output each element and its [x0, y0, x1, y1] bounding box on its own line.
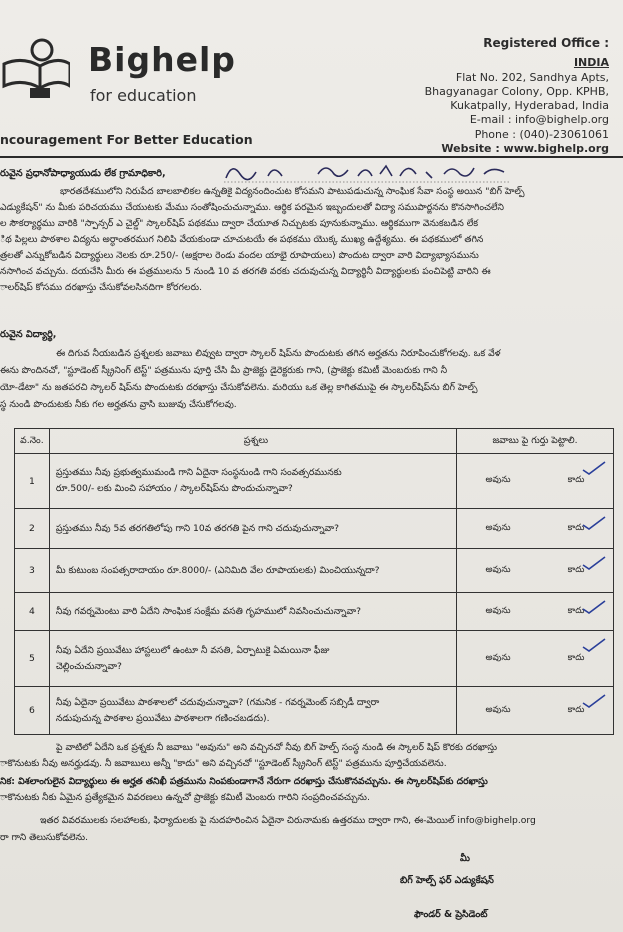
eligibility-table: [14, 428, 614, 735]
answer-yes[interactable]: అవును: [485, 605, 511, 616]
question-line: ప్రస్తుతము నీవు ప్రభుత్వముమండి గాని ఏదైనా సంస్థనుండి గాని సంవత్సరమునకు: [55, 467, 342, 478]
tagline: ncouragement For Better Education: [0, 132, 253, 147]
question-line: నీవు ఏదేని ప్రయివేటు హాస్టలులో ఉంటూ నీ వసతి, ఏర్పాటుకై ఏమయినా ఫీజు: [55, 644, 330, 656]
table-row: [15, 631, 614, 687]
row-answer[interactable]: [457, 687, 614, 735]
row-answer[interactable]: [457, 454, 614, 509]
table-header-row: [15, 429, 614, 454]
salutation-student: రువైన విద్యార్థి,: [0, 329, 57, 340]
row-question: [49, 687, 456, 735]
row-answer[interactable]: [457, 549, 614, 593]
footer-line: ాకొనుటకు నీవు అనర్హుడవు. నీ జవాబులు అన్నీ "కాదు" అని వచ్చినచో "స్టూడెంట్ స్క్రీనింగ్ టెస్ట్" పత్రమును పూర్తిచేయవలెను.: [0, 758, 447, 769]
tick-mark-icon: [581, 460, 607, 476]
para2-line: స్థ నుండి పొందుటకు నీకు గల అర్హతను వ్రాసి బుజువు చేసుకోగలవు.: [0, 399, 237, 410]
office-website: Website : www.bighelp.org: [441, 142, 609, 156]
answer-yes[interactable]: అవును: [485, 475, 511, 485]
para2-line: యో-డేటా" ను జతపరచి స్కాలర్ షిప్‌ను పొందుటకు దరఖాస్తు చేసుకోవలెను. మరియు ఒక తెల్ల కాగితముపై ఈ స్కాలర్‌షిప్‌ను బిగ్ హెల్ప్: [0, 382, 478, 393]
question-line: చెల్లించుచున్నావా?: [55, 660, 122, 672]
table-row: [15, 509, 614, 549]
answer-no[interactable]: కాదు: [567, 522, 585, 533]
tick-mark-icon: [581, 555, 607, 571]
para1-line: భారతదేశములోని నిరుపేద బాలబాలికల ఉన్నతికై విద్యనందించుట కోసమని పాటుపడుచున్న సాంఘిక సేవా సంస్థ అయిన "బిగ్ హెల్ప్: [60, 186, 525, 197]
answer-yes[interactable]: అవును: [485, 564, 511, 575]
row-question: [49, 549, 456, 593]
answer-no[interactable]: కాదు: [567, 564, 585, 575]
table-row: [15, 549, 614, 593]
table-row: [15, 593, 614, 631]
question-line: మీ కుటుంబ సంపత్సరాదాయం రూ.8000/- (ఎనిమిది వేల రూపాయలకు) మించియున్నదా?: [55, 564, 380, 576]
office-phone: Phone : (040)-23061061: [474, 127, 609, 141]
para1-line: ల సౌకర్యార్థము వారికి "స్పాన్సర్ ఎ చైల్డ్" స్కాలర్‌షిప్ పథకము ద్వారా చేయూత నిచ్చుటకు పూనుకున్నాము. ఆర్థికముగా వెనుకబడిన లేక: [0, 218, 479, 229]
office-line: Bhagyanagar Colony, Opp. KPHB,: [424, 84, 609, 98]
header-divider: [0, 156, 623, 158]
brand-name: Bighelp: [88, 40, 236, 79]
row-question: [49, 631, 456, 687]
table-row: [15, 454, 614, 509]
registered-office: [369, 36, 609, 156]
row-answer[interactable]: [457, 631, 614, 687]
para1-line: ిథ పిల్లలు పాఠశాల విద్యను అర్ధాంతరముగ నిలిపి వేయకుండా చూచుటయే ఈ పథకము యొక్క ముఖ్య ఉద్దేశ్యము. ఈ పథకములో తగిన: [0, 234, 484, 245]
answer-yes[interactable]: అవును: [485, 522, 511, 533]
row-question: [49, 593, 456, 631]
book-logo-icon: [0, 34, 70, 104]
table-row: [15, 687, 614, 735]
question-line: నీవు ఏదైనా ప్రయివేటు పాఠశాలలో చదువుచున్నావా? (గమనిక - గవర్నమెంట్ సబ్సిడీ ద్వారా: [55, 696, 380, 708]
row-question: [49, 454, 456, 509]
tick-mark-icon: [581, 515, 607, 531]
tick-mark-icon: [581, 693, 607, 709]
para2-line: ఈను పొందినచో, "స్టూడెంట్ స్క్రీనింగ్ టెస్ట్" పత్రమును పూర్తి చేసి మీ ప్రాజెక్టు డైరెక్టరుకు గాని, (ప్రాజెక్టు కమిటీ మెంబరుకు గాని నీ: [0, 365, 448, 376]
closing: మీ: [460, 853, 470, 864]
col-header-answer: జవాబు పై గుర్తు పెట్టాలి.: [457, 429, 614, 454]
col-header-number: వ.నెం.: [15, 429, 50, 454]
row-number: 1: [15, 454, 50, 509]
row-question: [49, 509, 456, 549]
salutation: రువైన ప్రధానోపాధ్యాయుడు లేక గ్రామాధికారి,: [0, 168, 166, 179]
footer-line: పై వాటిలో ఏదేని ఒక ప్రశ్నకు నీ జవాబు "అవును" అని వచ్చినచో నీవు బిగ్ హెల్ప్ సంస్థ నుండి ఈ స్కాలర్ షిప్ కొరకు దరఖాస్తు: [56, 742, 498, 753]
row-answer[interactable]: [457, 509, 614, 549]
brand-subtitle: for education: [90, 86, 197, 105]
para1-line: త్రలతో ఎన్నుకోబడిన విద్యార్థులు నెలకు రూ.250/- (అక్షరాల రెండు వందల యాభై రూపాయలు) పొందుట ద్వారా వారి విద్యాభ్యాసమును: [0, 250, 479, 261]
answer-no[interactable]: కాదు: [567, 704, 585, 715]
office-line: Flat No. 202, Sandhya Apts,: [455, 70, 609, 84]
office-line: Kukatpally, Hyderabad, India: [450, 99, 609, 113]
para1-line: ాలర్‌షిప్ కోసము దరఖాస్తు చేసుకోవలసినదిగా కోరగలరు.: [0, 282, 203, 293]
question-line: ప్రస్తుతము నీవు 5వ తరగతిలోపు గాని 10వ తరగతి పైన గాని చదువుచున్నావా?: [55, 522, 340, 534]
footer-note: నిక: విశలాంగులైన విద్యార్థులు ఈ అర్హత తనిఖీ పత్రమును నింపకుండాగానే నేరుగా దరఖాస్తు చేసుకొనవచ్చును. ఈ స్కాలర్‌షిప్‌కు దరఖాస్తు: [0, 776, 488, 787]
question-line: నడుపుచున్న పాఠశాల ప్రయివేటు పాఠశాలగా గణించబడదు).: [55, 712, 270, 724]
office-title: Registered Office :: [483, 36, 609, 50]
row-number: 2: [15, 509, 50, 549]
para1-line: ఎడ్యుకేషన్" ను మీకు పరిచయము చేయుటకు మేము సంతోషించుచున్నాము. ఆర్థిక పరమైన ఇబ్బందులతో విద్యా సముపార్జనను కొనసాగించలేని: [0, 202, 504, 213]
signatory-role: ఫౌండర్ & ప్రెసిడెంట్: [414, 909, 488, 920]
answer-yes[interactable]: అవును: [485, 652, 511, 663]
answer-no[interactable]: కాదు: [567, 605, 585, 616]
row-number: 4: [15, 593, 50, 631]
answer-no[interactable]: కాదు: [567, 475, 585, 485]
answer-no[interactable]: కాదు: [567, 652, 585, 663]
handwritten-name: [222, 160, 512, 184]
para1-line: నసాగించ వచ్చును. దయచేసి మీరు ఈ పత్రములను 5 నుండి 10 వ తరగతి వరకు చదువుచున్న విద్యార్థినీ విద్యార్థులకు పంచిపెట్టి వారిని ఈ: [0, 266, 491, 277]
footer-line: రా గాని తెలుసుకోవలెను.: [0, 832, 89, 843]
footer-contact: ఇతర వివరములకు సలహాలకు, ఫిర్యాదులకు పై నుదహరించిన ఏదైనా చిరునామకు ఉత్తరము ద్వారా గాని, ఈ-మెయిల్ info@bighelp.org: [40, 815, 536, 826]
row-number: 5: [15, 631, 50, 687]
office-email: E-mail : info@bighelp.org: [469, 113, 609, 127]
footer-line: ాకొనుటకు నీకు ఏమైన ప్రత్యేకమైన వివరణలు ఉన్నచో ప్రాజెక్టు కమిటీ మెంబరు గారిని సంప్రదించవచ్చును.: [0, 792, 370, 803]
signatory-org: బిగ్ హెల్ప్ ఫర్ ఎడ్యుకేషన్: [400, 875, 494, 886]
office-country: INDIA: [573, 56, 609, 70]
tick-mark-icon: [581, 599, 607, 615]
question-line: నీవు గవర్నమెంటు వారి ఏదేని సాంఘిక సంక్షేమ వసతి గృహములో నివసించుచున్నావా?: [55, 605, 361, 617]
answer-yes[interactable]: అవును: [485, 704, 511, 715]
tick-mark-icon: [581, 637, 607, 653]
question-line: రూ.500/- లకు మించి సహాయం / స్కాలర్‌షిప్‌ను పొందుచున్నావా?: [55, 483, 293, 494]
para2-line: ఈ దిగువ నీయబడిన ప్రశ్నలకు జవాబు లివ్వుట ద్వారా స్కాలర్ షిప్‌ను పొందుటకు తగిన అర్హతను నిరూపించుకోగలవు. ఒక వేళ: [56, 348, 501, 359]
row-answer[interactable]: [457, 593, 614, 631]
row-number: 3: [15, 549, 50, 593]
col-header-questions: ప్రశ్నలు: [49, 429, 456, 454]
row-number: 6: [15, 687, 50, 735]
